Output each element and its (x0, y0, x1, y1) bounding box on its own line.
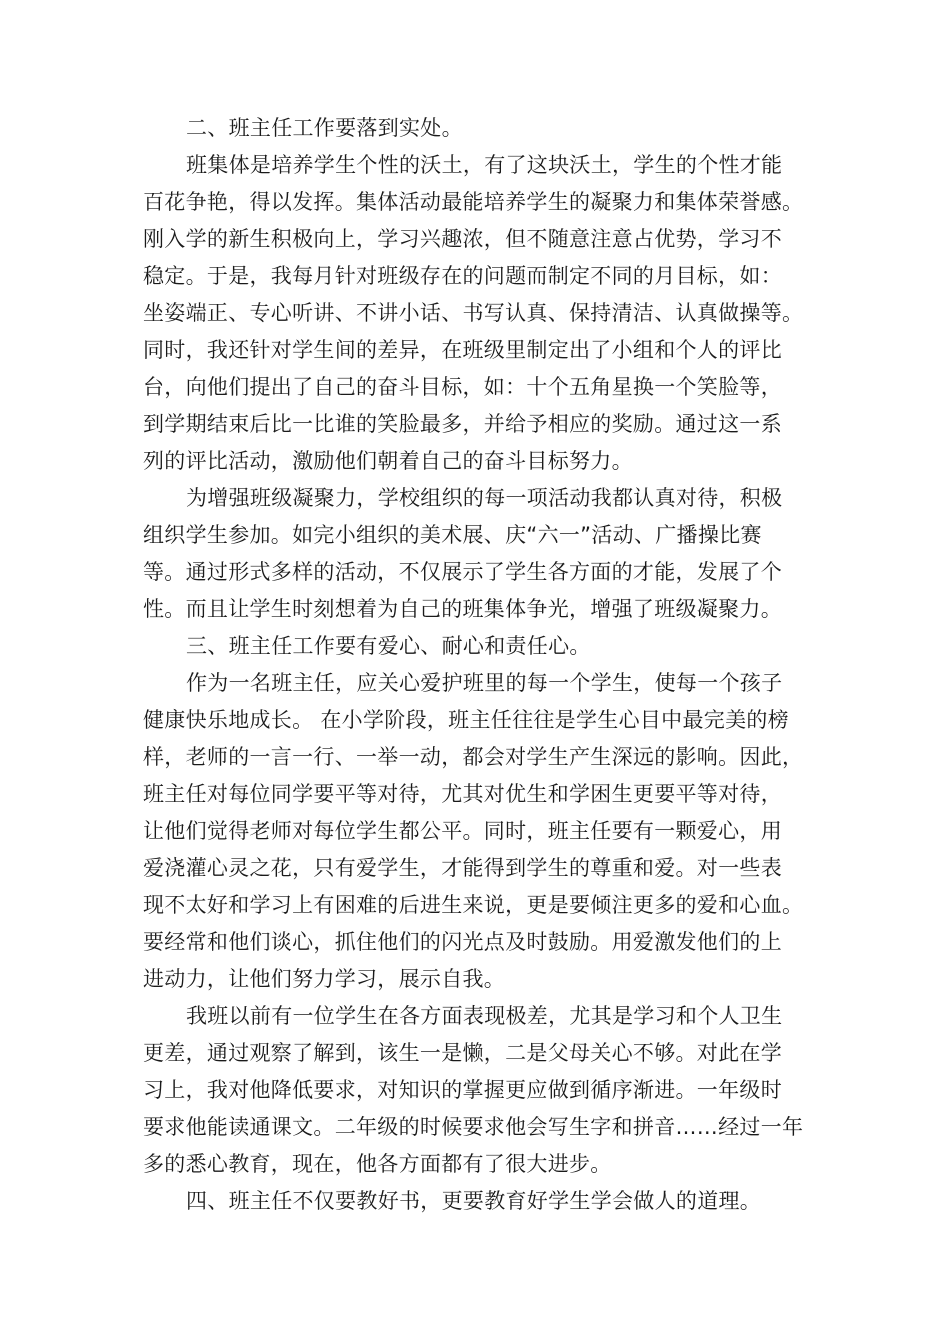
section-heading-2: 二、班主任工作要落到实处。 (186, 116, 463, 140)
paragraph-line: 刚入学的新生积极向上，学习兴趣浓，但不随意注意占优势，学习不 (143, 227, 782, 251)
paragraph-line: 我班以前有一位学生在各方面表现极差，尤其是学习和个人卫生 (186, 1004, 783, 1028)
paragraph-line: 要经常和他们谈心，抓住他们的闪光点及时鼓励。用爱激发他们的上 (143, 930, 782, 954)
paragraph-line: 同时，我还针对学生间的差异，在班级里制定出了小组和个人的评比 (143, 338, 782, 362)
paragraph-line: 健康快乐地成长。 在小学阶段，班主任往往是学生心目中最完美的榜 (143, 708, 789, 732)
paragraph-line: 更差，通过观察了解到，该生一是懒，二是父母关心不够。对此在学 (143, 1041, 782, 1065)
paragraph-line: 性。而且让学生时刻想着为自己的班集体争光，增强了班级凝聚力。 (143, 597, 782, 621)
paragraph-line: 进动力，让他们努力学习，展示自我。 (143, 967, 506, 991)
paragraph-line: 台，向他们提出了自己的奋斗目标，如：十个五角星换一个笑脸等， (143, 375, 782, 399)
paragraph-line: 组织学生参加。如完小组织的美术展、庆“六一”活动、广播操比赛 (143, 523, 762, 547)
paragraph-line: 到学期结束后比一比谁的笑脸最多，并给予相应的奖励。通过这一系 (143, 412, 782, 436)
paragraph-line: 现不太好和学习上有困难的后进生来说，更是要倾注更多的爱和心血。 (143, 893, 804, 917)
paragraph-line: 列的评比活动，激励他们朝着自己的奋斗目标努力。 (143, 449, 633, 473)
paragraph-line: 班主任对每位同学要平等对待，尤其对优生和学困生更要平等对待， (143, 782, 782, 806)
section-heading-3: 三、班主任工作要有爱心、耐心和责任心。 (186, 634, 591, 658)
paragraph-line: 多的悉心教育，现在，他各方面都有了很大进步。 (143, 1152, 612, 1176)
paragraph-line: 班集体是培养学生个性的沃土，有了这块沃土，学生的个性才能 (186, 153, 783, 177)
paragraph-line: 让他们觉得老师对每位学生都公平。同时，班主任要有一颗爱心，用 (143, 819, 782, 843)
paragraph-line: 要求他能读通课文。二年级的时候要求他会写生字和拼音……经过一年 (143, 1115, 804, 1139)
paragraph-line: 习上，我对他降低要求，对知识的掌握更应做到循序渐进。一年级时 (143, 1078, 782, 1102)
paragraph-line: 等。通过形式多样的活动，不仅展示了学生各方面的才能，发展了个 (143, 560, 782, 584)
paragraph-line: 坐姿端正、专心听讲、不讲小话、书写认真、保持清洁、认真做操等。 (143, 301, 804, 325)
paragraph-line: 百花争艳，得以发挥。集体活动最能培养学生的凝聚力和集体荣誉感。 (143, 190, 804, 214)
paragraph-line: 作为一名班主任，应关心爱护班里的每一个学生，使每一个孩子 (186, 671, 783, 695)
paragraph-line: 爱浇灌心灵之花，只有爱学生，才能得到学生的尊重和爱。对一些表 (143, 856, 782, 880)
paragraph-line: 样，老师的一言一行、一举一动，都会对学生产生深远的影响。因此， (143, 745, 804, 769)
paragraph-line: 为增强班级凝聚力，学校组织的每一项活动我都认真对待，积极 (186, 486, 783, 510)
paragraph-line: 稳定。于是，我每月针对班级存在的问题而制定不同的月目标，如： (143, 264, 782, 288)
section-heading-4: 四、班主任不仅要教好书，更要教育好学生学会做人的道理。 (186, 1189, 762, 1213)
